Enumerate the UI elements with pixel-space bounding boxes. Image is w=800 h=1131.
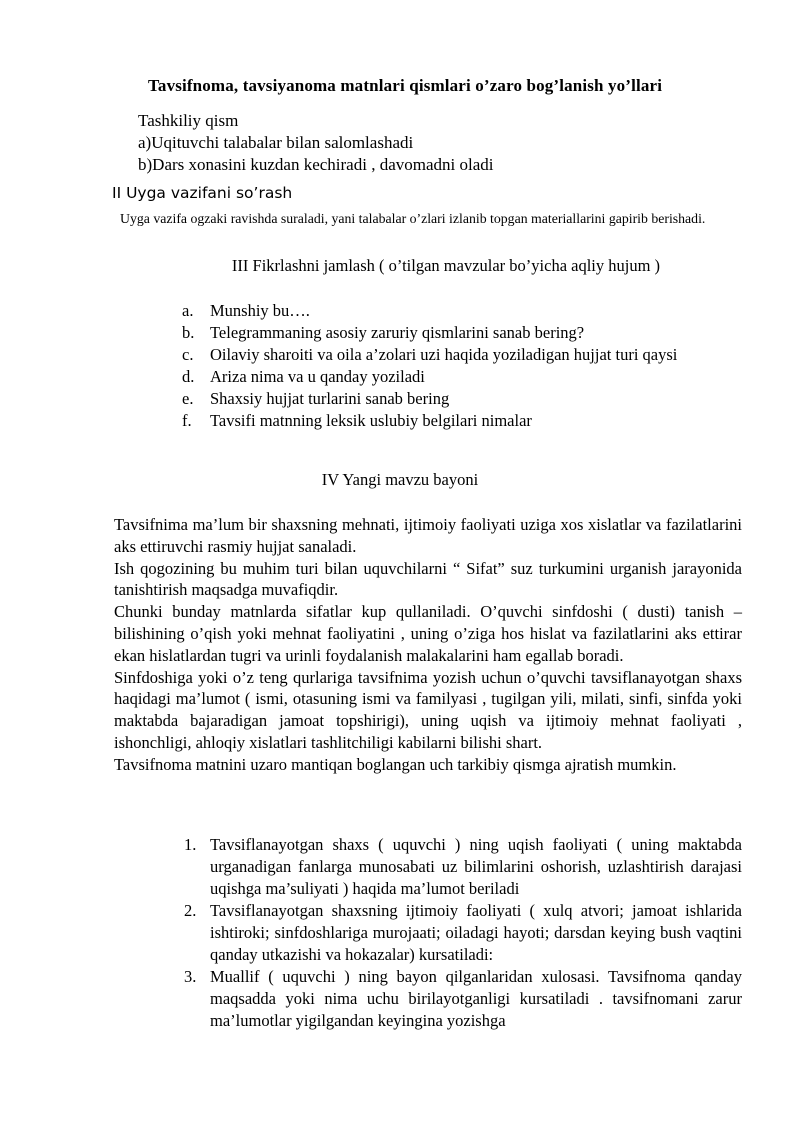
list-marker: e. [182,389,194,408]
question-list [182,300,744,432]
paragraph: Chunki bunday matnlarda sifatlar kup qullaniladi. O’quvchi sinfdoshi ( dusti) tanish – bilishining o’qish yoki mehnat faoliyatini , uning o’ziga hos hislat va fazilatlarini aks ettirar ekan hislatlardan tugri va urinli foydalanish malakalarini ham egallab boradi. [114,602,742,665]
list-item-text: Muallif ( uquvchi ) ning bayon qilganlaridan xulosasi. Tavsifnoma qanday maqsadda yoki nima uchu birilayotganligi kursatiladi . tavsifnomani zarur ma’lumotlar yigilgandan keyingina yozishga [210,967,742,1030]
section-new-topic-heading: IV Yangi mavzu bayoni [321,470,479,489]
list-item [184,966,742,1032]
list-item-text: Tavsifi matnning leksik uslubiy belgilari nimalar [210,411,532,430]
list-item-text: Tavsiflanayotgan shaxsning ijtimoiy faoliyati ( xulq atvori; jamoat ishlarida ishtiroki; sinfdoshlariga murojaati; oiladagi hayoti; darsdan keying bush vaqtini qanday utkazishi va hokazalar) kursatiladi: [210,901,742,964]
paragraph: Ish qogozining bu muhim turi bilan uquvchilarni “ Sifat” suz turkumini urganish jarayonida tanishtirish maqsadga muvafiqdir. [114,558,742,600]
list-item [182,300,744,321]
list-item [182,366,744,387]
section-brainstorm-heading: III Fikrlashni jamlash ( o’tilgan mavzular bo’yicha aqliy hujum ) [231,256,661,275]
list-item-text: Tavsiflanayotgan shaxs ( uquvchi ) ning uqish faoliyati ( uning maktabda urganadigan fanlarga munosabati uz bilimlarini oshorish, uzlashtirish darajasi uqishga ma’suliyati ) haqida ma’lumot beriladi [210,835,742,898]
paragraph: Sinfdoshiga yoki o’z teng qurlariga tavsifnima yozish uchun o’quvchi tavsiflanayotgan shaxs haqidagi ma’lumot ( ismi, otasuning ismi va familyasi , tugilgan yili, milati, sinfi, sinfda yoki maktabda bajaradigan jamoat topshirigi), uning uqish va ijtimoiy mehnat faoliyati , ishonchligi, ahloqiy xislatlari tashlitchiligi kabilarni bilishi shart. [114,667,742,752]
list-marker: b. [182,323,195,342]
list-item-text: Telegrammaning asosiy zaruriy qismlarini sanab bering? [210,323,585,342]
list-item [182,410,744,431]
list-marker: f. [182,411,192,430]
list-item-text: Ariza nima va u qanday yoziladi [210,367,425,386]
list-item-text: Munshiy bu…. [210,301,310,320]
list-marker: 2. [184,901,197,920]
list-item-text: Shaxsiy hujjat turlarini sanab bering [210,389,450,408]
list-marker: 1. [184,835,197,854]
section-organizational-heading: Tashkiliy qism [138,111,239,130]
section-organizational [138,110,493,176]
section-organizational-item: b)Dars xonasini kuzdan kechiradi , davomadni oladi [138,155,494,174]
section-organizational-item: a)Uqituvchi talabalar bilan salomlashadi [138,133,414,152]
section-homework-body: Uyga vazifa ogzaki ravishda suraladi, yani talabalar o’zlari izlanib topgan materiallarini gapirib berishadi. [120,211,706,226]
document-title: Tavsifnoma, tavsiyanoma matnlari qismlari o’zaro bog’lanish yo’llari [148,76,663,95]
paragraph: Tavsifnoma matnini uzaro mantiqan boglangan uch tarkibiy qismga ajratish mumkin. [114,754,677,774]
list-item [182,388,744,409]
list-marker: 3. [184,967,197,986]
list-marker: a. [182,301,194,320]
list-item-text: Oilaviy sharoiti va oila a’zolari uzi haqida yoziladigan hujjat turi qaysi [210,345,678,364]
list-marker: d. [182,367,195,386]
section-new-topic-body [114,514,742,776]
list-item [182,322,744,343]
list-item [184,900,742,966]
paragraph: Tavsifnima ma’lum bir shaxsning mehnati, ijtimoiy faoliyati uziga xos xislatlar va fazilatlarini aks ettiruvchi rasmiy hujjat sanaladi. [114,515,742,556]
structure-parts-list [184,834,742,1032]
list-marker: c. [182,345,194,364]
section-homework-heading: II Uyga vazifani so’rash [112,184,293,202]
list-item [184,834,742,900]
list-item [182,344,744,365]
